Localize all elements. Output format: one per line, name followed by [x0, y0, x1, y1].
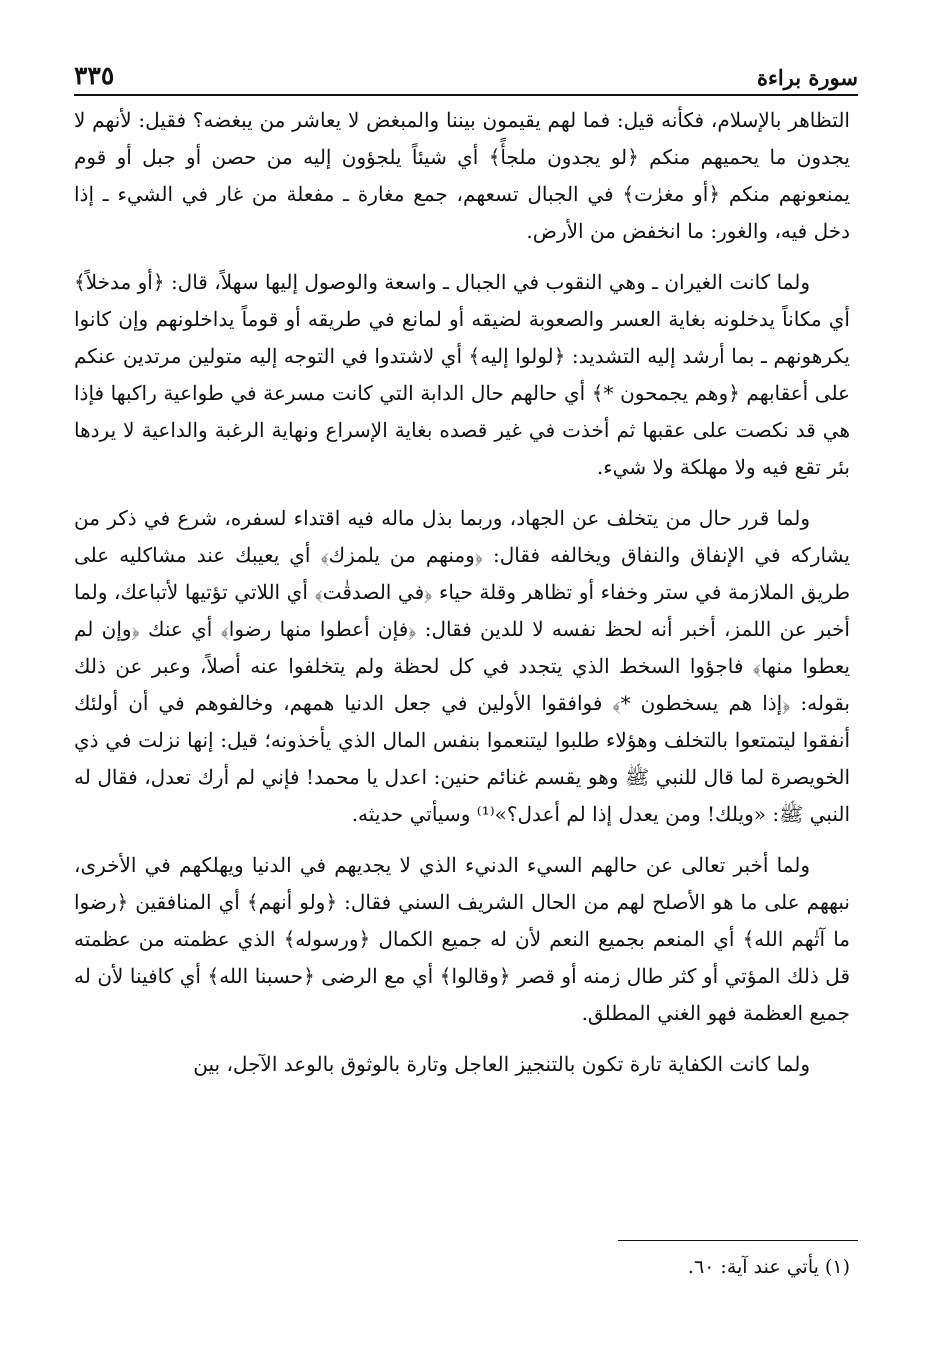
- page-body: [74, 102, 850, 1097]
- paragraph: ولما أخبر تعالى عن حالهم السيء الدنيء الذي لا يجديهم في الدنيا ويهلكهم في الأخرى، نبههم على ما هو الأصلح لهم من الحال الشريف السني فقال: ﴿ولو أنهم﴾ أي المنافقين ﴿رضوا ما آتٰهم الله﴾ أي المنعم بجميع النعم لأن له جميع الكمال ﴿ورسوله﴾ الذي عظمته من عظمته قل ذلك المؤتي أو كثر طال زمنه أو قصر ﴿وقالوا﴾ أي مع الرضى ﴿حسبنا الله﴾ أي كافينا لأن له جميع العظمة فهو الغني المطلق.: [74, 853, 850, 1025]
- paragraph: التظاهر بالإسلام، فكأنه قيل: فما لهم يقيمون بيننا والمبغض لا يعاشر من يبغضه؟ فقيل: لأنهم لا يجدون ما يحميهم منكم ﴿لو يجدون ملجأً﴾ أي شيئاً يلجؤون إليه من حصن أو جبل أو قوم يمنعونهم منكم ﴿أو مغرٰت﴾ في الجبال تسعهم، جمع مغارة ـ مفعلة من غار في الشيء ـ إذا دخل فيه، والغور: ما انخفض من الأرض.: [74, 108, 850, 243]
- footnote-divider: [618, 1240, 858, 1241]
- footnote: (١) يأتي عند آية: ٦٠.: [687, 1256, 850, 1278]
- surah-name: سورة براءة: [756, 65, 858, 90]
- page-number: ٣٣٥: [74, 61, 115, 90]
- paragraph: ولما كانت الكفاية تارة تكون بالتنجيز العاجل وتارة بالوثوق بالوعد الآجل، بين: [193, 1052, 810, 1076]
- paragraph: ولما قرر حال من يتخلف عن الجهاد، وربما بذل ماله فيه اقتداء لسفره، شرع في ذكر من يشاركه في الإنفاق والنفاق ويخالفه فقال: ﴿ومنهم من يلمزك﴾ أي يعيبك عند مشاكليه على طريق الملازمة في ستر وخفاء أو تظاهر وقلة حياء ﴿في الصدقٰت﴾ أي اللاتي تؤتيها لأتباعك، ولما أخبر عن اللمز، أخبر أنه لحظ نفسه لا للدين فقال: ﴿فإن أعطوا منها رضوا﴾ أي عنك ﴿وإن لم يعطوا منها﴾ فاجؤوا السخط الذي يتجدد في كل لحظة ولم يتخلفوا عنه أصلاً، وعبر عن ذلك بقوله: ﴿إذا هم يسخطون *﴾ فوافقوا الأولين في جعل الدنيا همهم، وخالفوهم في أن أولئك أنفقوا ليتمتعوا بالتخلف وهؤلاء طلبوا ليتنعموا بنفس المال الذي يأخذونه؛ قيل: إنها نزلت في ذي الخويصرة لما قال للنبي ﷺ وهو يقسم غنائم حنين: اعدل يا محمد! فإني لم أرك تعدل، فقال له النبي ﷺ: «ويلك! ومن يعدل إذا لم أعدل؟»⁽¹⁾ وسيأتي حديثه.: [74, 506, 850, 826]
- page-header: [74, 52, 858, 96]
- paragraph: ولما كانت الغيران ـ وهي النقوب في الجبال ـ واسعة والوصول إليها سهلاً، قال: ﴿أو مدخلاً﴾ أي مكاناً يدخلونه بغاية العسر والصعوبة لضيقه أو لمانع في طريقه أو قوماً يداخلونهم وإن كانوا يكرهونهم ـ بما أرشد إليه التشديد: ﴿لولوا إليه﴾ أي لاشتدوا في التوجه إليه متولين مرتدين عنكم على أعقابهم ﴿وهم يجمحون *﴾ أي حالهم حال الدابة التي كانت مسرعة في طواعية راكبها فإذا هي قد نكصت على عقبها ثم أخذت في غير قصده بغاية الإسراع ونهاية الرغبة والداعية لا يردها بئر تقع فيه ولا مهلكة ولا شيء.: [74, 270, 850, 479]
